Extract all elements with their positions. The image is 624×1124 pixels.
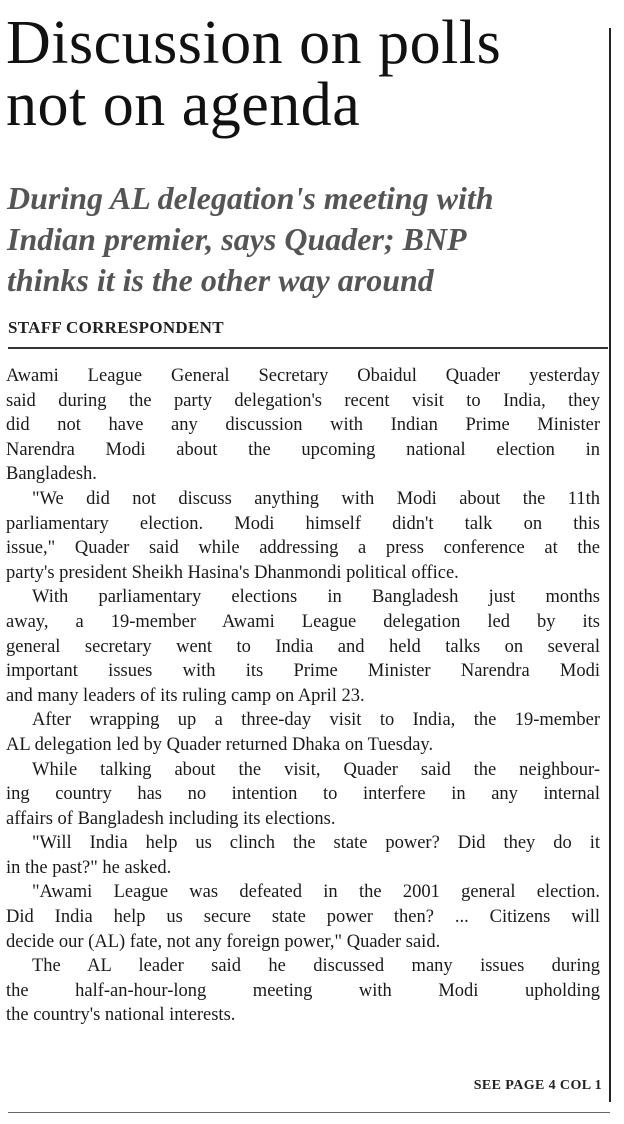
subheadline-line: During AL delegation's meeting with: [7, 180, 494, 216]
text-line: general secretary went to India and held talks on several: [6, 636, 600, 657]
text-line: ing country has no intention to interfere in any internal: [6, 784, 600, 805]
subheadline-line: Indian premier, says Quader; BNP: [7, 221, 467, 257]
paragraph: [6, 954, 600, 1028]
text-line: parliamentary election. Modi himself didn't talk on this: [6, 513, 600, 534]
column-rule: [609, 28, 611, 1102]
paragraph: [6, 364, 600, 487]
text-line: Awami League General Secretary Obaidul Quader yesterday: [6, 366, 600, 386]
text-line: The AL leader said he discussed many issues during: [32, 956, 600, 977]
byline: STAFF CORRESPONDENT: [8, 318, 224, 337]
text-line: Did India help us secure state power then? ... Citizens will: [6, 907, 600, 928]
text-line: AL delegation led by Quader returned Dhaka on Tuesday.: [6, 734, 434, 755]
text-line: Bangladesh.: [6, 464, 97, 485]
text-line: "Awami League was defeated in the 2001 general election.: [32, 882, 600, 903]
text-line: the half-an-hour-long meeting with Modi upholding: [6, 980, 600, 1001]
text-line: in the past?" he asked.: [6, 857, 172, 878]
text-line: decide our (AL) fate, not any foreign power," Quader said.: [6, 931, 441, 952]
text-line: "Will India help us clinch the state power? Did they do it: [32, 833, 600, 854]
text-line: With parliamentary elections in Bangladesh just months: [32, 587, 600, 608]
text-line: away, a 19-member Awami League delegation led by its: [6, 611, 600, 632]
headline: [6, 9, 606, 139]
paragraph: [6, 708, 600, 757]
subheadline-line: thinks it is the other way around: [7, 262, 434, 298]
paragraph: [6, 487, 600, 585]
subheadline: [7, 178, 607, 301]
text-line: affairs of Bangladesh including its elections.: [6, 808, 336, 829]
bottom-divider: [8, 1112, 610, 1113]
text-line: While talking about the visit, Quader said the neighbour-: [32, 759, 600, 780]
paragraph: [6, 880, 600, 954]
jump-line: SEE PAGE 4 COL 1: [473, 1078, 602, 1093]
text-line: the country's national interests.: [6, 1005, 236, 1026]
paragraph: [6, 758, 600, 832]
text-line: party's president Sheikh Hasina's Dhanmondi political office.: [6, 562, 459, 583]
headline-line: Discussion on polls: [6, 9, 502, 77]
byline-divider: [8, 347, 608, 349]
headline-line: not on agenda: [6, 71, 361, 139]
text-line: issue," Quader said while addressing a press conference at the: [6, 538, 600, 559]
text-line: important issues with its Prime Minister Narendra Modi: [6, 661, 600, 682]
text-line: and many leaders of its ruling camp on April 23.: [6, 685, 365, 706]
paragraph: [6, 585, 600, 708]
text-line: Narendra Modi about the upcoming national election in: [6, 439, 600, 460]
paragraph: [6, 831, 600, 880]
article-body: [6, 364, 600, 1028]
text-line: "We did not discuss anything with Modi about the 11th: [32, 488, 600, 509]
text-line: After wrapping up a three-day visit to India, the 19-member: [32, 710, 600, 731]
text-line: did not have any discussion with Indian Prime Minister: [6, 415, 600, 436]
text-line: said during the party delegation's recent visit to India, they: [6, 390, 600, 411]
